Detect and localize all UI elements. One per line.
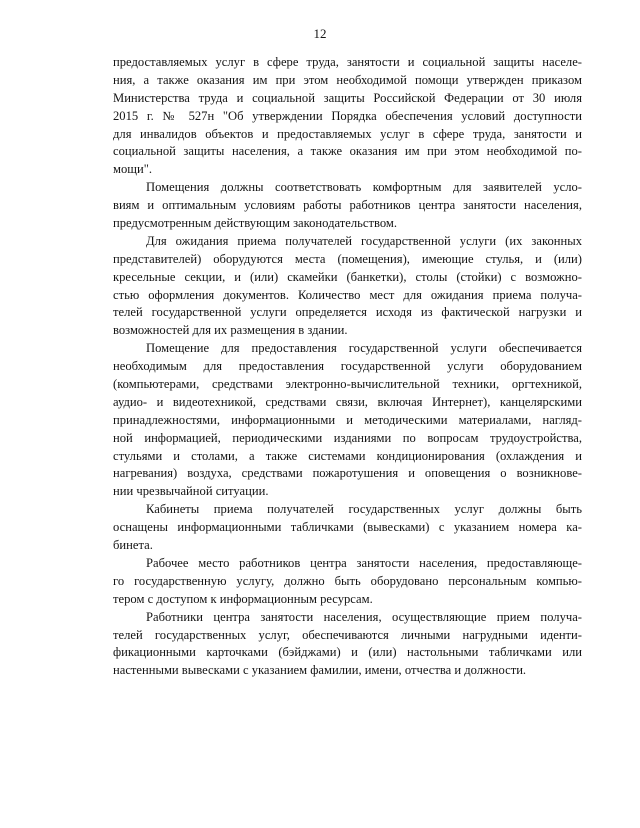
text-line: тером с доступом к информационным ресурсам. [113,591,373,606]
text-line: предусмотренным действующим законодательством. [113,216,397,231]
paragraph [113,340,582,501]
text-line: предоставляемых услуг в сфере труда, занятости и социальной защиты населе- [113,55,582,69]
text-line: Для ожидания приема получателей государственной услуги (их законных [146,233,582,248]
text-line: стульями и столами, а также системами кондиционирования (охлаждения и [113,448,582,463]
text-line: настенными вывесками с указанием фамилии, имени, отчества и должности. [113,663,527,678]
paragraph [113,609,582,681]
paragraph [113,233,582,340]
text-line: нагревания) воздуха, средствами пожаротушения и оповещения о возникнове- [113,466,582,481]
text-line: телей государственной услуги определяется исходя из фактической нагрузки и [113,305,582,320]
text-line: Кабинеты приема получателей государственных услуг должны быть [146,502,582,517]
paragraph [113,501,582,555]
paragraph [113,179,582,233]
text-line: кресельные секции, и (или) скамейки (банкетки), столы (стойки) с возможно- [113,269,582,284]
text-line: бинета. [113,538,153,553]
paragraph [113,555,582,609]
text-line: нии чрезвычайной ситуации. [113,484,269,499]
text-line: мощи". [113,162,152,177]
text-line: возможностей для их размещения в здании. [113,323,348,338]
text-line: стью оформления документов. Количество мест для ожидания приема получа- [113,287,582,302]
text-line: Работники центра занятости населения, осуществляющие прием получа- [146,609,582,624]
text-line: (компьютерами, средствами электронно-вычислительной техники, оргтехникой, [113,377,582,392]
text-line: социальной защиты населения, а также оказания им при этом необходимой по- [113,144,582,159]
text-line: ной информацией, периодическими изданиями по вопросам трудоустройства, [113,430,582,445]
text-line: го государственную услугу, должно быть оборудовано персональным компью- [113,573,582,588]
text-line: ния, а также оказания им при этом необходимой помощи утвержден приказом [113,72,582,87]
text-line: для инвалидов объектов и предоставляемых услуг в сфере труда, занятости и [113,126,582,141]
text-line: Министерства труда и социальной защиты Российской Федерации от 30 июля [113,90,582,105]
text-line: аудио- и видеотехникой, средствами связи, включая Интернет), канцелярскими [113,394,582,409]
text-line: виям и оптимальным условиям работы работников центра занятости населения, [113,198,582,213]
page-number: 12 [313,26,327,41]
text-line: Помещения должны соответствовать комфортным для заявителей усло- [146,180,582,195]
text-line: необходимым для предоставления государственной услуги оборудованием [113,359,582,374]
document-body [113,54,582,680]
text-line: Помещение для предоставления государственной услуги обеспечивается [146,341,582,356]
text-line: Рабочее место работников центра занятости населения, предоставляюще- [146,555,582,570]
text-line: 2015 г. № 527н "Об утверждении Порядка обеспечения условий доступности [113,108,582,123]
text-line: оснащены информационными табличками (вывесками) с указанием номера ка- [113,520,582,535]
paragraph [113,54,582,179]
text-line: фикационными карточками (бэйджами) и (или) настольными табличками или [113,645,582,660]
text-line: представителей) оборудуются места (помещения), имеющие стулья, и (или) [113,251,582,266]
text-line: принадлежностями, информационными и методическими материалами, нагляд- [113,412,582,427]
text-line: телей государственных услуг, обеспечиваются личными нагрудными иденти- [113,627,582,642]
